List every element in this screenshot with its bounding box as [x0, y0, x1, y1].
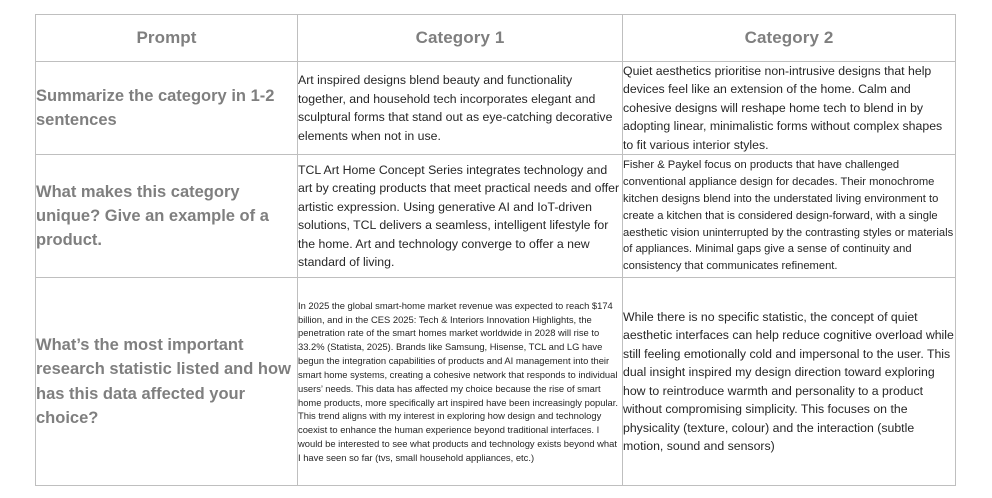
category-2-text-row-2: Fisher & Paykel focus on products that have challenged conventional appliance design for decades. Their monochrome kitchen designs blend into the understated living environment to create a kitchen that is considered design-forward, with a single aesthetic vision uninterrupted by the contrasting styles or materials of appliances. Minimal gaps give a sense of continuity and consistency that communicates refinement.	[623, 159, 954, 273]
category-1-text-row-3: In 2025 the global smart-home market revenue was expected to reach $174 billion, and in the CES 2025: Tech & Interiors Innovation Highlights, the penetration rate of the smart homes market worldwide in 2028 will rise to 33.2% (Statista, 2025). Brands like Samsung, Hisense, TCL and LG have begun the integration capabilities of products and AI management into their smart home systems, creating a cohesive network that responds to individual users’ needs. This data has affected my choice because the rise of smart home products, more specifically art inspired have been increasingly popular. This trend aligns with my interest in exploring how design and technology coexist to enhance the human experience beyond traditional interfaces. I would be interested to see what products and technology exists beyond what I have seen so far (tvs, small household appliances, etc.)	[298, 299, 618, 463]
column-header-category-2	[623, 15, 956, 62]
category-1-cell-row-3	[298, 278, 623, 486]
column-header-category-2-label: Category 2	[744, 27, 834, 47]
column-header-category-1	[298, 15, 623, 62]
category-1-text-row-2: TCL Art Home Concept Series integrates technology and art by creating products that meet practical needs and offer artistic expression. Using generative AI and IoT-driven solutions, TCL delivers a seamless, intelligent lifestyle for the home. Art and technology converge to offer a new standard of living.	[298, 162, 620, 270]
category-comparison-table	[35, 14, 956, 486]
prompt-text-row-1: Summarize the category in 1-2 sentences	[36, 86, 275, 130]
prompt-cell-row-3	[36, 278, 298, 486]
column-header-category-1-label: Category 1	[415, 27, 505, 47]
table-row	[36, 62, 956, 155]
table-row	[36, 155, 956, 278]
category-2-text-row-3: While there is no specific statistic, the concept of quiet aesthetic interfaces can help reduce cognitive overload while still feeling emotionally cold and impersonal to the user. This dual insight inspired my design direction toward exploring how to reintroduce warmth and personality to a product without compromising simplicity. This focuses on the physicality (texture, colour) and the interaction (subtle motion, sound and sensors)	[623, 309, 954, 453]
column-header-prompt-label: Prompt	[136, 27, 197, 47]
table-header-row	[36, 15, 956, 62]
category-1-text-row-1: Art inspired designs blend beauty and functionality together, and household tech incorporates elegant and sculptural forms that stand out as eye-catching decorative elements when not in use.	[298, 73, 613, 143]
table-row	[36, 278, 956, 486]
category-1-cell-row-1	[298, 62, 623, 155]
category-1-cell-row-2	[298, 155, 623, 278]
prompt-cell-row-2	[36, 155, 298, 278]
prompt-text-row-3: What’s the most important research statistic listed and how has this data affected your choice?	[36, 335, 291, 428]
prompt-cell-row-1	[36, 62, 298, 155]
prompt-text-row-2: What makes this category unique? Give an example of a product.	[36, 182, 269, 250]
column-header-prompt	[36, 15, 298, 62]
category-2-cell-row-3	[623, 278, 956, 486]
category-2-cell-row-1	[623, 62, 956, 155]
category-2-text-row-1: Quiet aesthetics prioritise non-intrusive designs that help devices feel like an extension of the home. Calm and cohesive designs will reshape home tech to blend in by adopting linear, minimalistic forms without complex shapes to fit various interior styles.	[623, 64, 943, 152]
category-2-cell-row-2	[623, 155, 956, 278]
